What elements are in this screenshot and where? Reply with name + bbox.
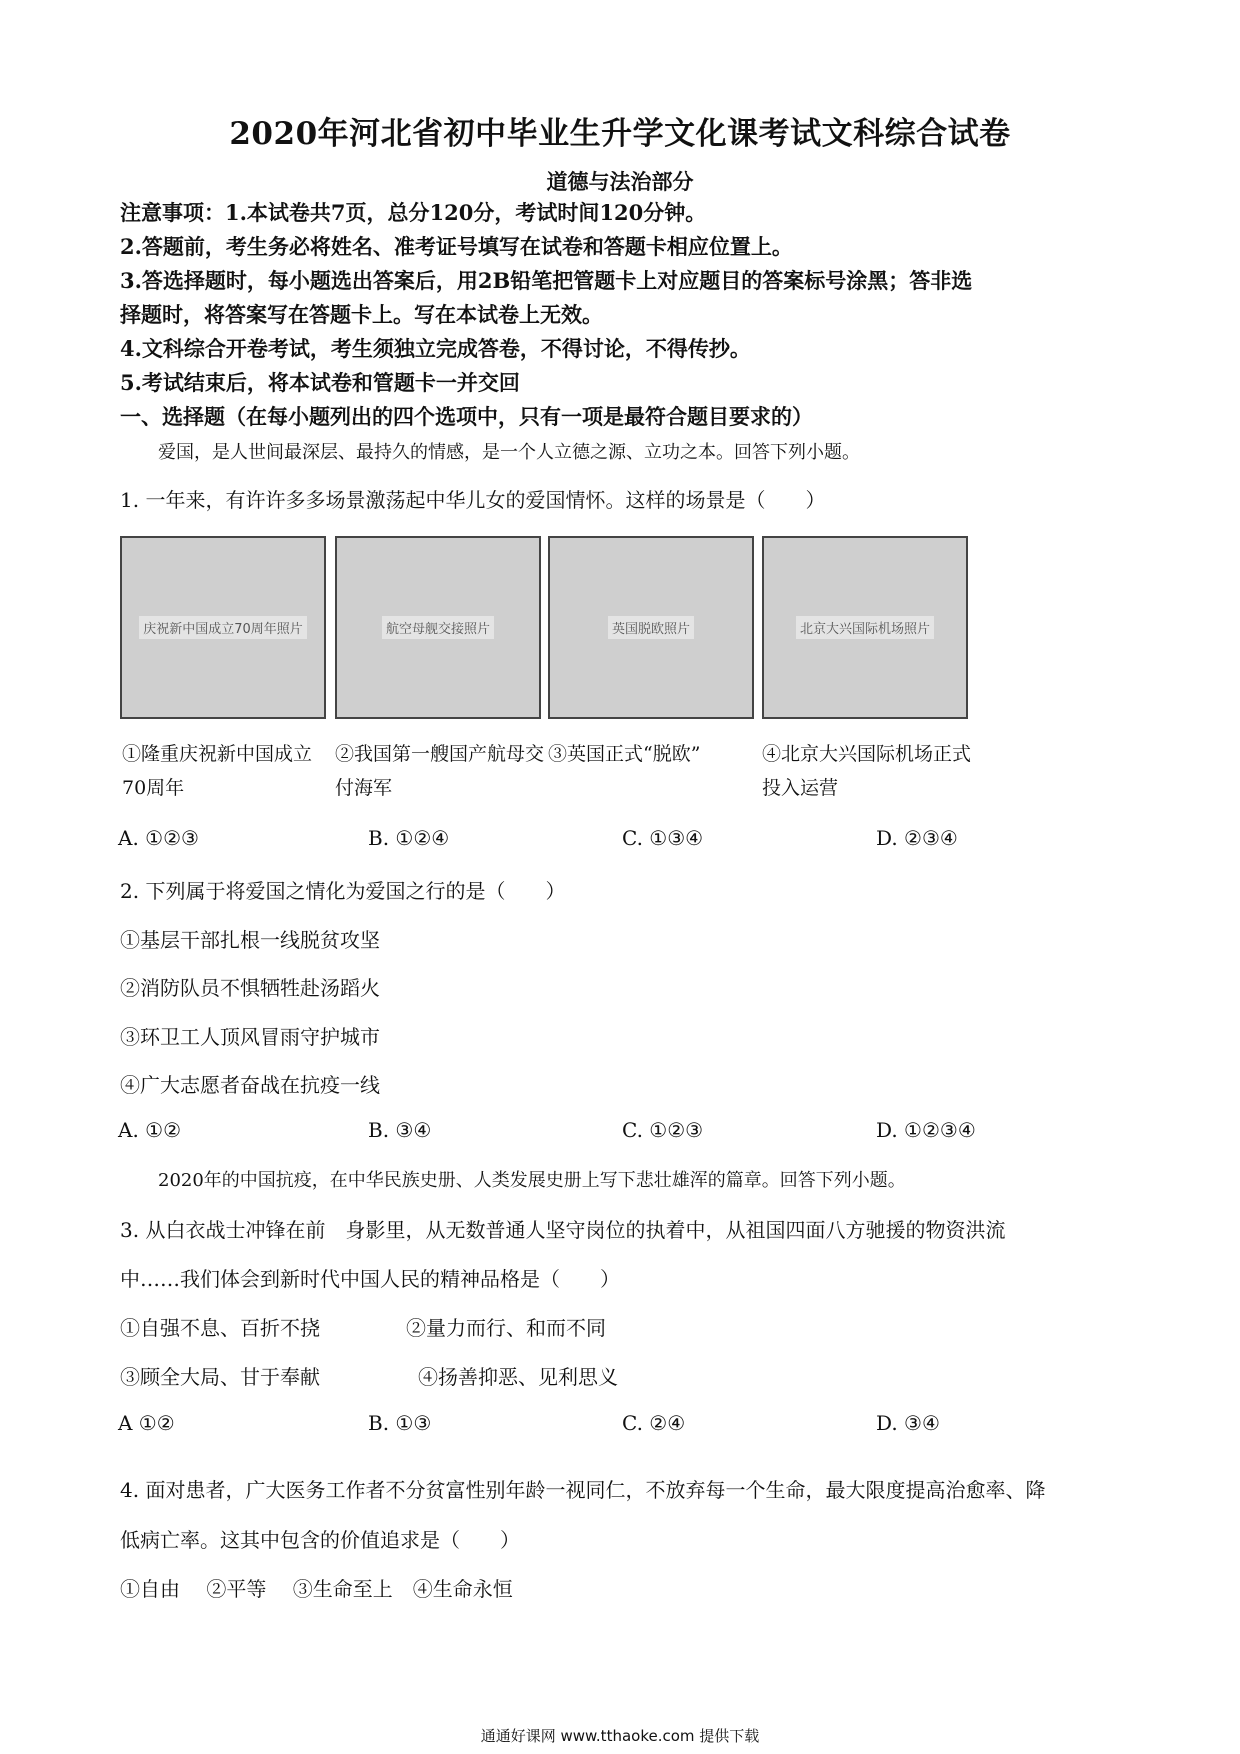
q4-items: ①自由 ②平等 ③生命至上 ④生命永恒 xyxy=(120,1577,513,1601)
photo-caption: ①隆重庆祝新中国成立70周年 xyxy=(122,743,313,799)
q3-option-c: C. ②④ xyxy=(622,1411,686,1435)
note-line: 3.答选择题时，每小题选出答案后，用2B铅笔把管题卡上对应题目的答案标号涂黑；答非选 xyxy=(120,268,973,293)
photo-3 xyxy=(548,536,754,719)
note-line: 2.答题前，考生务必将姓名、准考证号填写在试卷和答题卡相应位置上。 xyxy=(120,234,793,259)
photo-placeholder-label: 北京大兴国际机场照片 xyxy=(796,616,934,639)
q1-option-c: C. ①③④ xyxy=(622,826,704,850)
question-3-stem: 3. 从白衣战士冲锋在前 身影里，从无数普通人坚守岗位的执着中，从祖国四面八方驰援的物资洪流 xyxy=(120,1218,1006,1242)
q3-item: ②量力而行、和而不同 xyxy=(406,1316,606,1340)
intro-paragraph: 2020年的中国抗疫，在中华民族史册、人类发展史册上写下悲壮雄浑的篇章。回答下列小题。 xyxy=(158,1170,906,1191)
q3-option-d: D. ③④ xyxy=(876,1411,940,1435)
note-line: 4.文科综合开卷考试，考生须独立完成答卷，不得讨论，不得传抄。 xyxy=(120,336,751,361)
q1-option-d: D. ②③④ xyxy=(876,826,958,850)
q2-item: ①基层干部扎根一线脱贫攻坚 xyxy=(120,928,380,952)
photo-placeholder-label: 英国脱欧照片 xyxy=(608,616,694,639)
exam-subtitle: 道德与法治部分 xyxy=(546,169,694,194)
photo-caption: ④北京大兴国际机场正式投入运营 xyxy=(762,743,972,799)
q3-item: ④扬善抑恶、见利思义 xyxy=(418,1365,618,1389)
photo-2 xyxy=(335,536,541,719)
intro-paragraph: 爱国，是人世间最深层、最持久的情感，是一个人立德之源、立功之本。回答下列小题。 xyxy=(158,442,860,463)
photo-placeholder-label: 庆祝新中国成立70周年照片 xyxy=(139,616,307,639)
q1-option-b: B. ①②④ xyxy=(368,826,450,850)
section-heading: 一、选择题（在每小题列出的四个选项中，只有一项是最符合题目要求的） xyxy=(120,404,813,429)
note-line: 择题时，将答案写在答题卡上。写在本试卷上无效。 xyxy=(120,302,603,327)
question-4-stem: 4. 面对患者，广大医务工作者不分贫富性别年龄一视同仁，不放弃每一个生命，最大限度提高治愈率、降 xyxy=(120,1478,1046,1502)
q1-option-a: A. ①②③ xyxy=(118,826,199,850)
photo-4 xyxy=(762,536,968,719)
photo-1 xyxy=(120,536,326,719)
q2-item: ②消防队员不惧牺牲赴汤蹈火 xyxy=(120,976,380,1000)
q3-item: ①自强不息、百折不挠 xyxy=(120,1316,320,1340)
question-1-stem: 1. 一年来，有许许多多场景激荡起中华儿女的爱国情怀。这样的场景是（ ） xyxy=(120,488,826,512)
exam-title: 2020年河北省初中毕业生升学文化课考试文科综合试卷 xyxy=(229,116,1011,152)
photo-placeholder-label: 航空母舰交接照片 xyxy=(382,616,494,639)
q2-item: ③环卫工人顶风冒雨守护城市 xyxy=(120,1025,380,1049)
q2-option-d: D. ①②③④ xyxy=(876,1118,976,1142)
q2-option-c: C. ①②③ xyxy=(622,1118,704,1142)
question-2-stem: 2. 下列属于将爱国之情化为爱国之行的是（ ） xyxy=(120,879,566,903)
q2-option-a: A. ①② xyxy=(118,1118,182,1142)
q2-option-b: B. ③④ xyxy=(368,1118,432,1142)
q2-item: ④广大志愿者奋战在抗疫一线 xyxy=(120,1073,380,1097)
q3-option-b: B. ①③ xyxy=(368,1411,432,1435)
note-line: 5.考试结束后，将本试卷和管题卡一并交回 xyxy=(120,370,520,395)
note-line: 注意事项：1.本试卷共7页，总分120分，考试时间120分钟。 xyxy=(120,200,707,225)
photo-caption: ③英国正式“脱欧” xyxy=(548,743,701,765)
q3-option-a: A ①② xyxy=(118,1411,175,1435)
question-4-stem-continued: 低病亡率。这其中包含的价值追求是（ ） xyxy=(120,1528,520,1552)
q3-item: ③顾全大局、甘于奉献 xyxy=(120,1365,320,1389)
footer-credit: 通通好课网 www.tthaoke.com 提供下载 xyxy=(480,1727,760,1745)
question-3-stem-continued: 中……我们体会到新时代中国人民的精神品格是（ ） xyxy=(120,1267,620,1291)
photo-caption: ②我国第一艘国产航母交付海军 xyxy=(335,743,545,799)
